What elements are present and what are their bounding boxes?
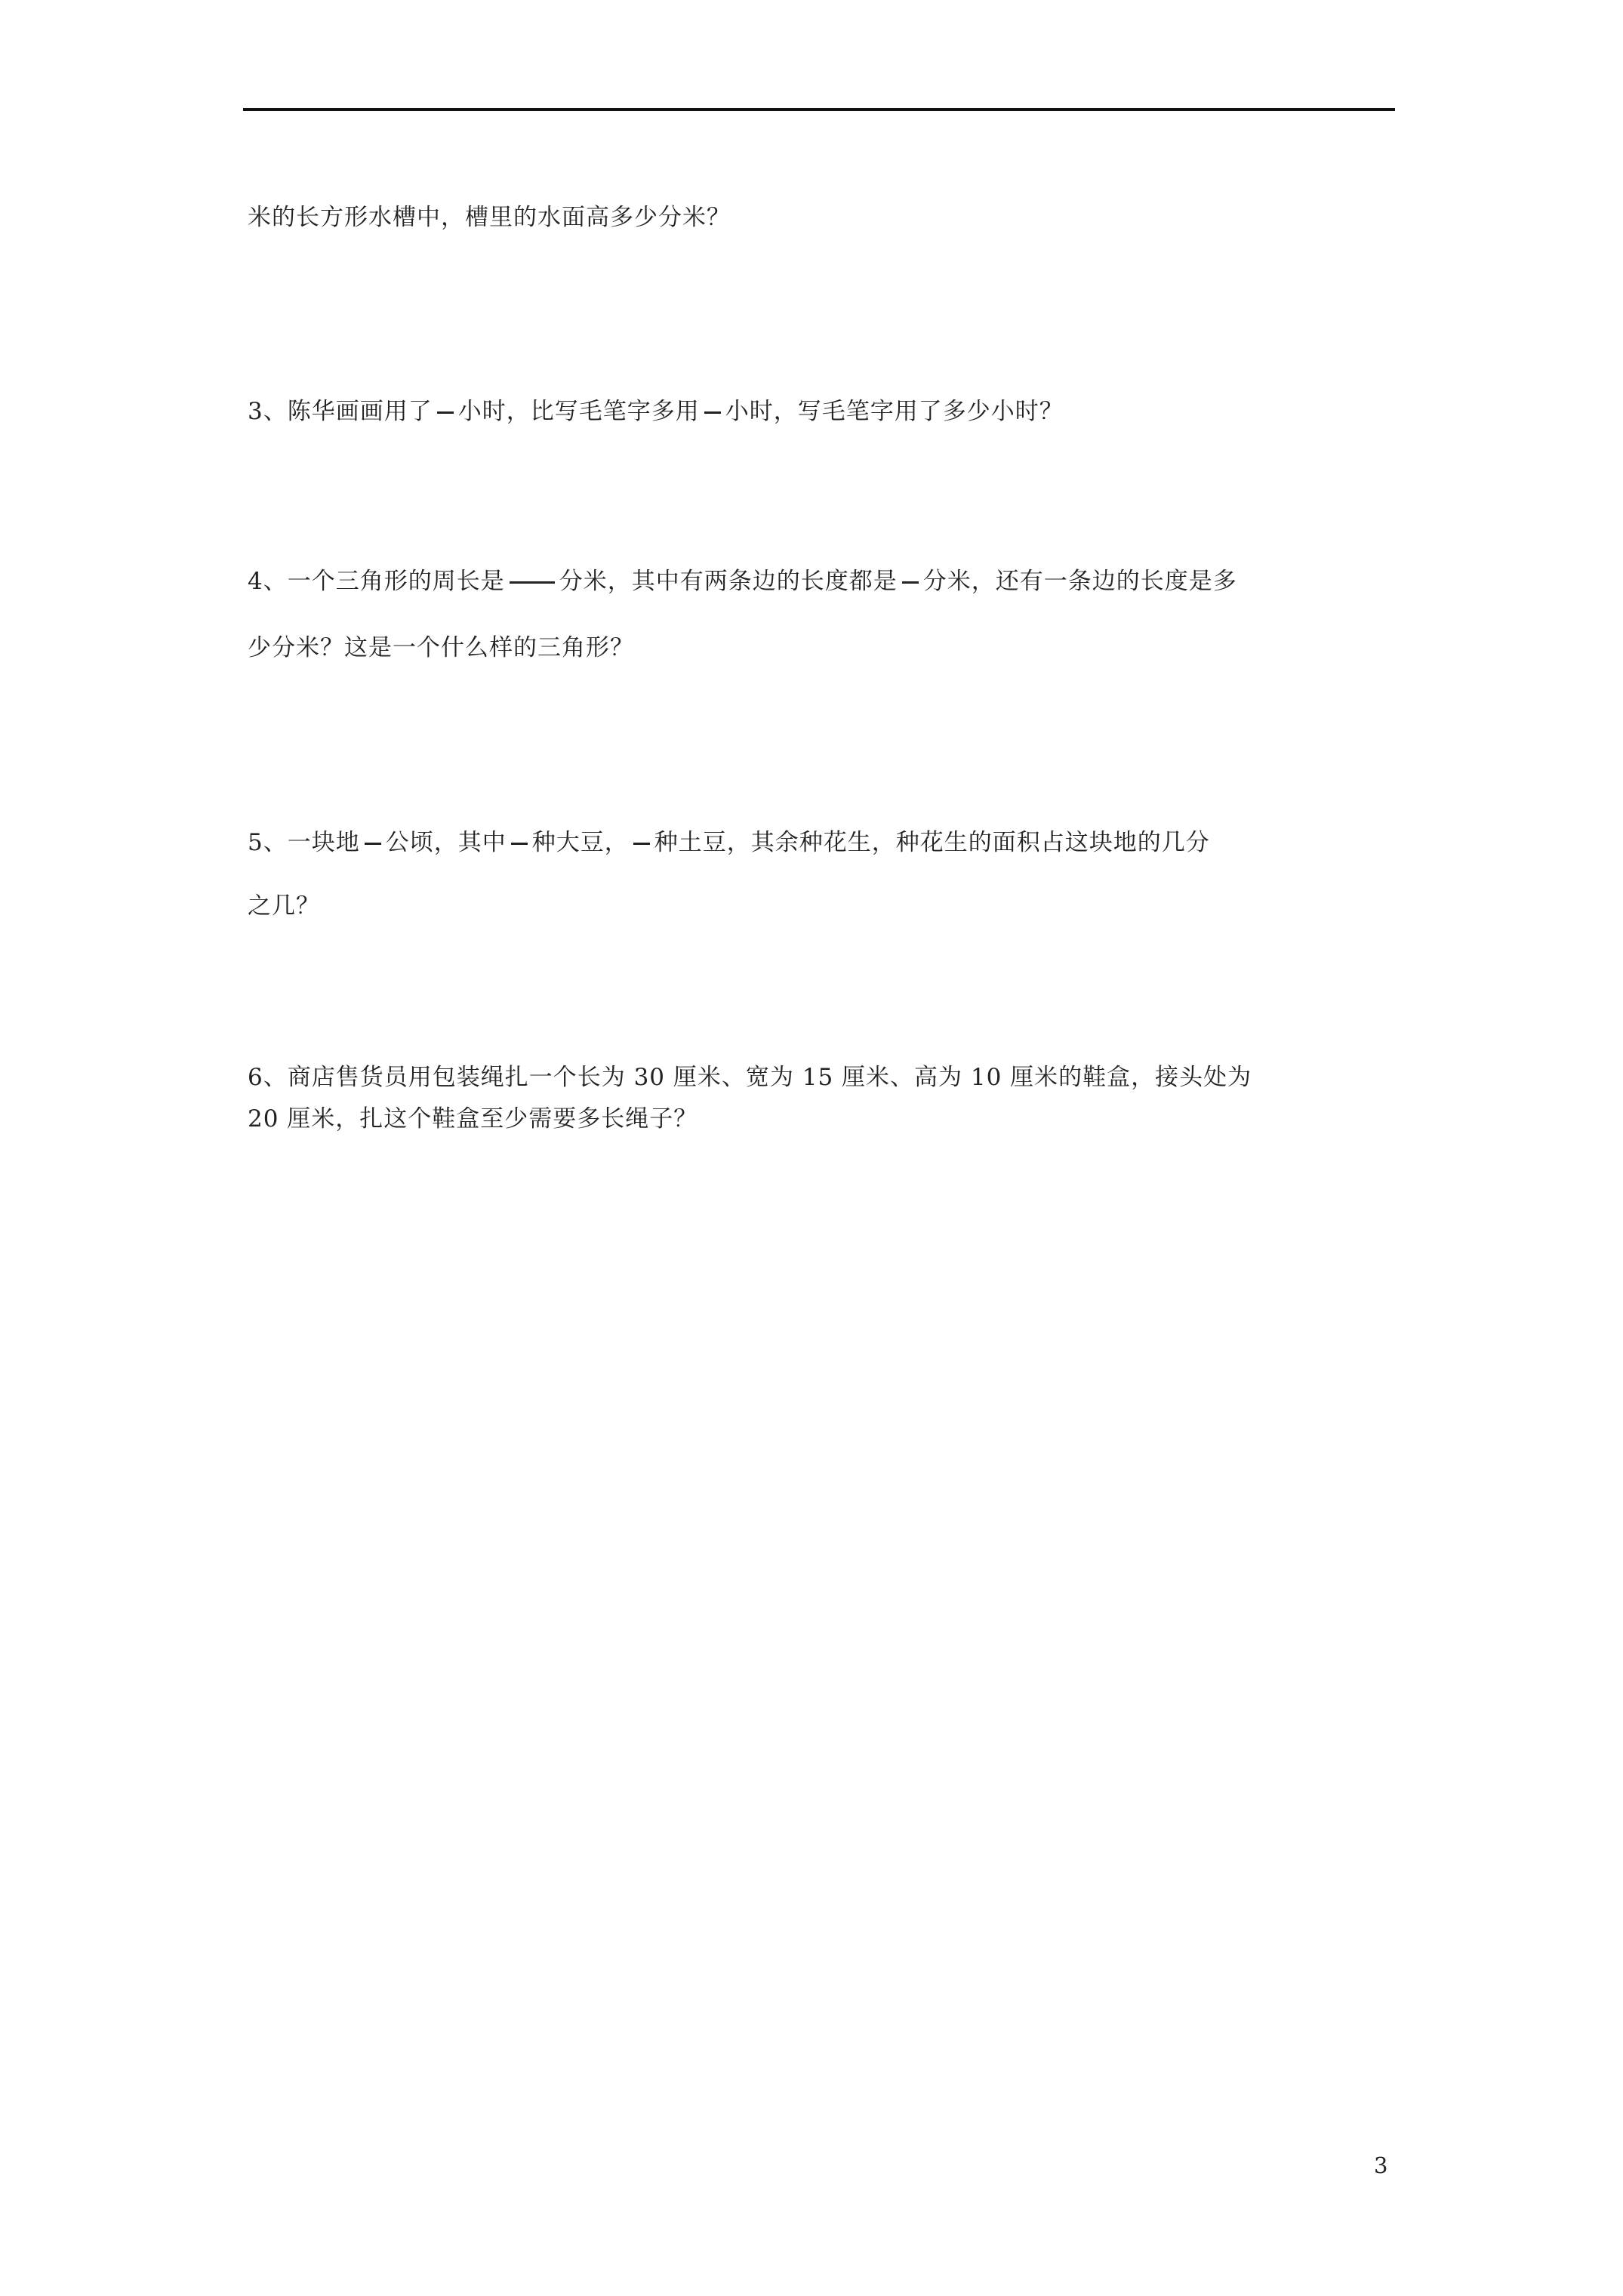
page-number: 3 [1374, 2153, 1388, 2178]
question-6 [248, 1062, 1252, 1093]
question-6-text: 6、商店售货员用包装绳扎一个长为 30 厘米、宽为 15 厘米、高为 10 厘米的鞋盒，接头处为 [248, 1064, 1252, 1091]
fraction-bar [437, 411, 454, 414]
question-5-part-b: 公顷，其中 [385, 829, 507, 856]
question-3-part-c: 小时，写毛笔字用了多少小时？ [725, 398, 1064, 425]
question-5-continued [248, 891, 320, 921]
question-4-part-b: 分米，其中有两条边的长度都是 [559, 568, 898, 595]
question-6-continued-text: 20 厘米，扎这个鞋盒至少需要多长绳子？ [248, 1105, 698, 1133]
fraction-bar [704, 411, 721, 414]
continued-question-text: 米的长方形水槽中，槽里的水面高多少分米？ [248, 204, 731, 231]
continued-question-line [248, 202, 731, 233]
question-5 [248, 827, 1210, 858]
question-3-part-b: 小时，比写毛笔字多用 [457, 398, 700, 425]
question-6-continued [248, 1104, 698, 1134]
fraction-bar [511, 843, 528, 845]
question-5-part-a: 5、一块地 [248, 829, 360, 856]
question-5-part-c: 种大豆， [531, 829, 629, 856]
fraction-bar [902, 581, 919, 584]
question-4-continued-text: 少分米？这是一个什么样的三角形？ [248, 634, 634, 661]
fraction-bar [365, 843, 381, 845]
question-4 [248, 566, 1237, 596]
question-4-part-a: 4、一个三角形的周长是 [248, 568, 505, 595]
header-rule [243, 108, 1395, 111]
fraction-bar [510, 581, 555, 584]
question-5-part-d: 种土豆，其余种花生，种花生的面积占这块地的几分 [654, 829, 1210, 856]
fraction-bar [633, 843, 650, 845]
question-4-continued [248, 633, 634, 663]
question-3-part-a: 3、陈华画画用了 [248, 398, 433, 425]
question-5-continued-text: 之几？ [248, 892, 320, 920]
question-3 [248, 396, 1064, 427]
question-4-part-c: 分米，还有一条边的长度是多 [922, 568, 1237, 595]
